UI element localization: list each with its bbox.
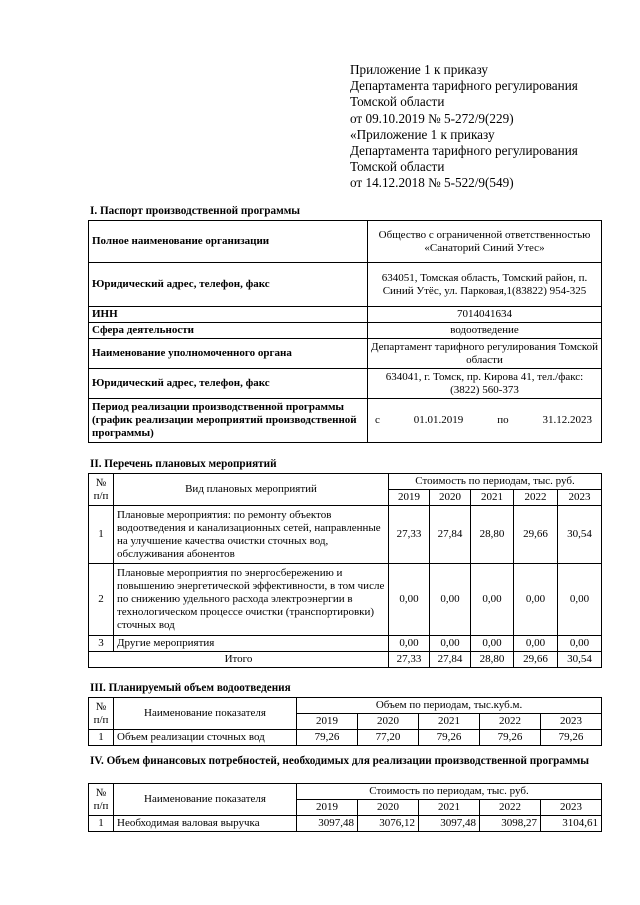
finance-cell: 3104,61	[541, 816, 602, 832]
header-line: Томской области	[350, 159, 445, 175]
year-header: 2019	[389, 490, 430, 506]
cost-cell: 28,80	[471, 506, 514, 564]
finance-cell: 3098,27	[480, 816, 541, 832]
header-line: от 14.12.2018 № 5-522/9(549)	[350, 175, 514, 191]
volume-cell: 77,20	[358, 730, 419, 746]
year-header: 2020	[358, 714, 419, 730]
cost-cell: 30,54	[558, 506, 602, 564]
passport-value: 634051, Томская область, Томский район, п. Синий Утёс, ул. Парковая,1(83822) 954-325	[368, 263, 602, 307]
table-row	[89, 564, 602, 636]
table-row	[89, 323, 602, 339]
volume-cell: 79,26	[297, 730, 358, 746]
finance-table	[88, 783, 602, 832]
total-cell: 27,84	[430, 652, 471, 668]
year-header: 2022	[480, 714, 541, 730]
col-cost-header: Стоимость по периодам, тыс. руб.	[297, 784, 602, 800]
year-header: 2021	[419, 800, 480, 816]
header-line: «Приложение 1 к приказу	[350, 126, 495, 142]
section1-title: I. Паспорт производственной программы	[90, 205, 301, 217]
year-header: 2022	[480, 800, 541, 816]
document-header	[350, 62, 578, 192]
passport-value: 7014041634	[368, 307, 602, 323]
cost-cell: 0,00	[514, 636, 558, 652]
cost-cell: 0,00	[471, 564, 514, 636]
section4-title: IV. Объем финансовых потребностей, необходимых для реализации производственной программы	[90, 755, 589, 767]
volume-cell: 79,26	[419, 730, 480, 746]
col-name-header: Наименование показателя	[114, 698, 297, 730]
cost-cell: 27,84	[430, 506, 471, 564]
col-num-header: № п/п	[89, 784, 114, 816]
total-cell: 28,80	[471, 652, 514, 668]
period-value	[368, 399, 602, 443]
year-header: 2023	[541, 714, 602, 730]
year-header: 2021	[471, 490, 514, 506]
section3-title: III. Планируемый объем водоотведения	[90, 682, 291, 694]
row-num: 3	[89, 636, 114, 652]
volume-cell: 79,26	[541, 730, 602, 746]
table-row	[89, 816, 602, 832]
year-header: 2022	[514, 490, 558, 506]
cost-cell: 0,00	[389, 636, 430, 652]
passport-value: Департамент тарифного регулирования Томской области	[368, 339, 602, 369]
col-name-header: Вид плановых мероприятий	[114, 474, 389, 506]
year-header: 2019	[297, 800, 358, 816]
passport-label: Юридический адрес, телефон, факс	[89, 369, 368, 399]
table-row	[89, 636, 602, 652]
table-row	[89, 506, 602, 564]
total-label: Итого	[89, 652, 389, 668]
year-header: 2020	[358, 800, 419, 816]
cost-cell: 0,00	[430, 564, 471, 636]
passport-label: Сфера деятельности	[89, 323, 368, 339]
table-row	[89, 730, 602, 746]
period-label: Период реализации производственной программы (график реализации мероприятий производственной программы)	[89, 399, 368, 443]
header-line: Приложение 1 к приказу	[350, 62, 488, 77]
row-num: 2	[89, 564, 114, 636]
row-name: Объем реализации сточных вод	[114, 730, 297, 746]
total-cell: 27,33	[389, 652, 430, 668]
header-line: от 09.10.2019 № 5-272/9(229)	[350, 110, 514, 126]
passport-value: водоотведение	[368, 323, 602, 339]
year-header: 2020	[430, 490, 471, 506]
cost-cell: 27,33	[389, 506, 430, 564]
row-name: Плановые мероприятия по энергосбережению и повышению энергетической эффективности, в том числе по снижению удельного расхода электроэнергии в технологическом процессе очистки (транспортировки) сточных вод	[114, 564, 389, 636]
row-num: 1	[89, 730, 114, 746]
period-from: 01.01.2019	[413, 414, 464, 426]
passport-label: Юридический адрес, телефон, факс	[89, 263, 368, 307]
table-row	[89, 399, 602, 443]
passport-value: Общество с ограниченной ответственностью «Санаторий Синий Утес»	[368, 221, 602, 263]
activities-table	[88, 473, 602, 668]
year-header: 2023	[558, 490, 602, 506]
col-volume-header: Объем по периодам, тыс.куб.м.	[297, 698, 602, 714]
finance-cell: 3097,48	[297, 816, 358, 832]
header-line: Департамента тарифного регулирования	[350, 78, 578, 94]
period-to-word: по	[497, 414, 509, 426]
total-cell: 29,66	[514, 652, 558, 668]
total-cell: 30,54	[558, 652, 602, 668]
year-header: 2019	[297, 714, 358, 730]
year-header: 2021	[419, 714, 480, 730]
finance-cell: 3097,48	[419, 816, 480, 832]
header-line: Томской области	[350, 94, 445, 110]
table-row	[89, 263, 602, 307]
cost-cell: 29,66	[514, 506, 558, 564]
col-num-header: № п/п	[89, 698, 114, 730]
header-line: Департамента тарифного регулирования	[350, 143, 578, 159]
row-num: 1	[89, 506, 114, 564]
col-cost-header: Стоимость по периодам, тыс. руб.	[389, 474, 602, 490]
section2-title: II. Перечень плановых мероприятий	[90, 458, 277, 470]
passport-value: 634041, г. Томск, пр. Кирова 41, тел./факс: (3822) 560-373	[368, 369, 602, 399]
cost-cell: 0,00	[558, 564, 602, 636]
passport-label: Полное наименование организации	[89, 221, 368, 263]
row-name: Необходимая валовая выручка	[114, 816, 297, 832]
row-name: Другие мероприятия	[114, 636, 389, 652]
passport-label: ИНН	[89, 307, 368, 323]
volume-cell: 79,26	[480, 730, 541, 746]
passport-table	[88, 220, 602, 443]
row-num: 1	[89, 816, 114, 832]
row-name: Плановые мероприятия: по ремонту объектов водоотведения и канализационных сетей, направленные на улучшение качества очистки сточных вод, обслуживания абонентов	[114, 506, 389, 564]
cost-cell: 0,00	[471, 636, 514, 652]
period-from-word: с	[375, 414, 380, 426]
cost-cell: 0,00	[514, 564, 558, 636]
table-row	[89, 369, 602, 399]
cost-cell: 0,00	[558, 636, 602, 652]
year-header: 2023	[541, 800, 602, 816]
table-row	[89, 221, 602, 263]
period-to: 31.12.2023	[542, 414, 592, 426]
cost-cell: 0,00	[389, 564, 430, 636]
passport-label: Наименование уполномоченного органа	[89, 339, 368, 369]
finance-cell: 3076,12	[358, 816, 419, 832]
cost-cell: 0,00	[430, 636, 471, 652]
col-num-header: № п/п	[89, 474, 114, 506]
total-row	[89, 652, 602, 668]
col-name-header: Наименование показателя	[114, 784, 297, 816]
table-row	[89, 307, 602, 323]
table-row	[89, 339, 602, 369]
volume-table	[88, 697, 602, 746]
